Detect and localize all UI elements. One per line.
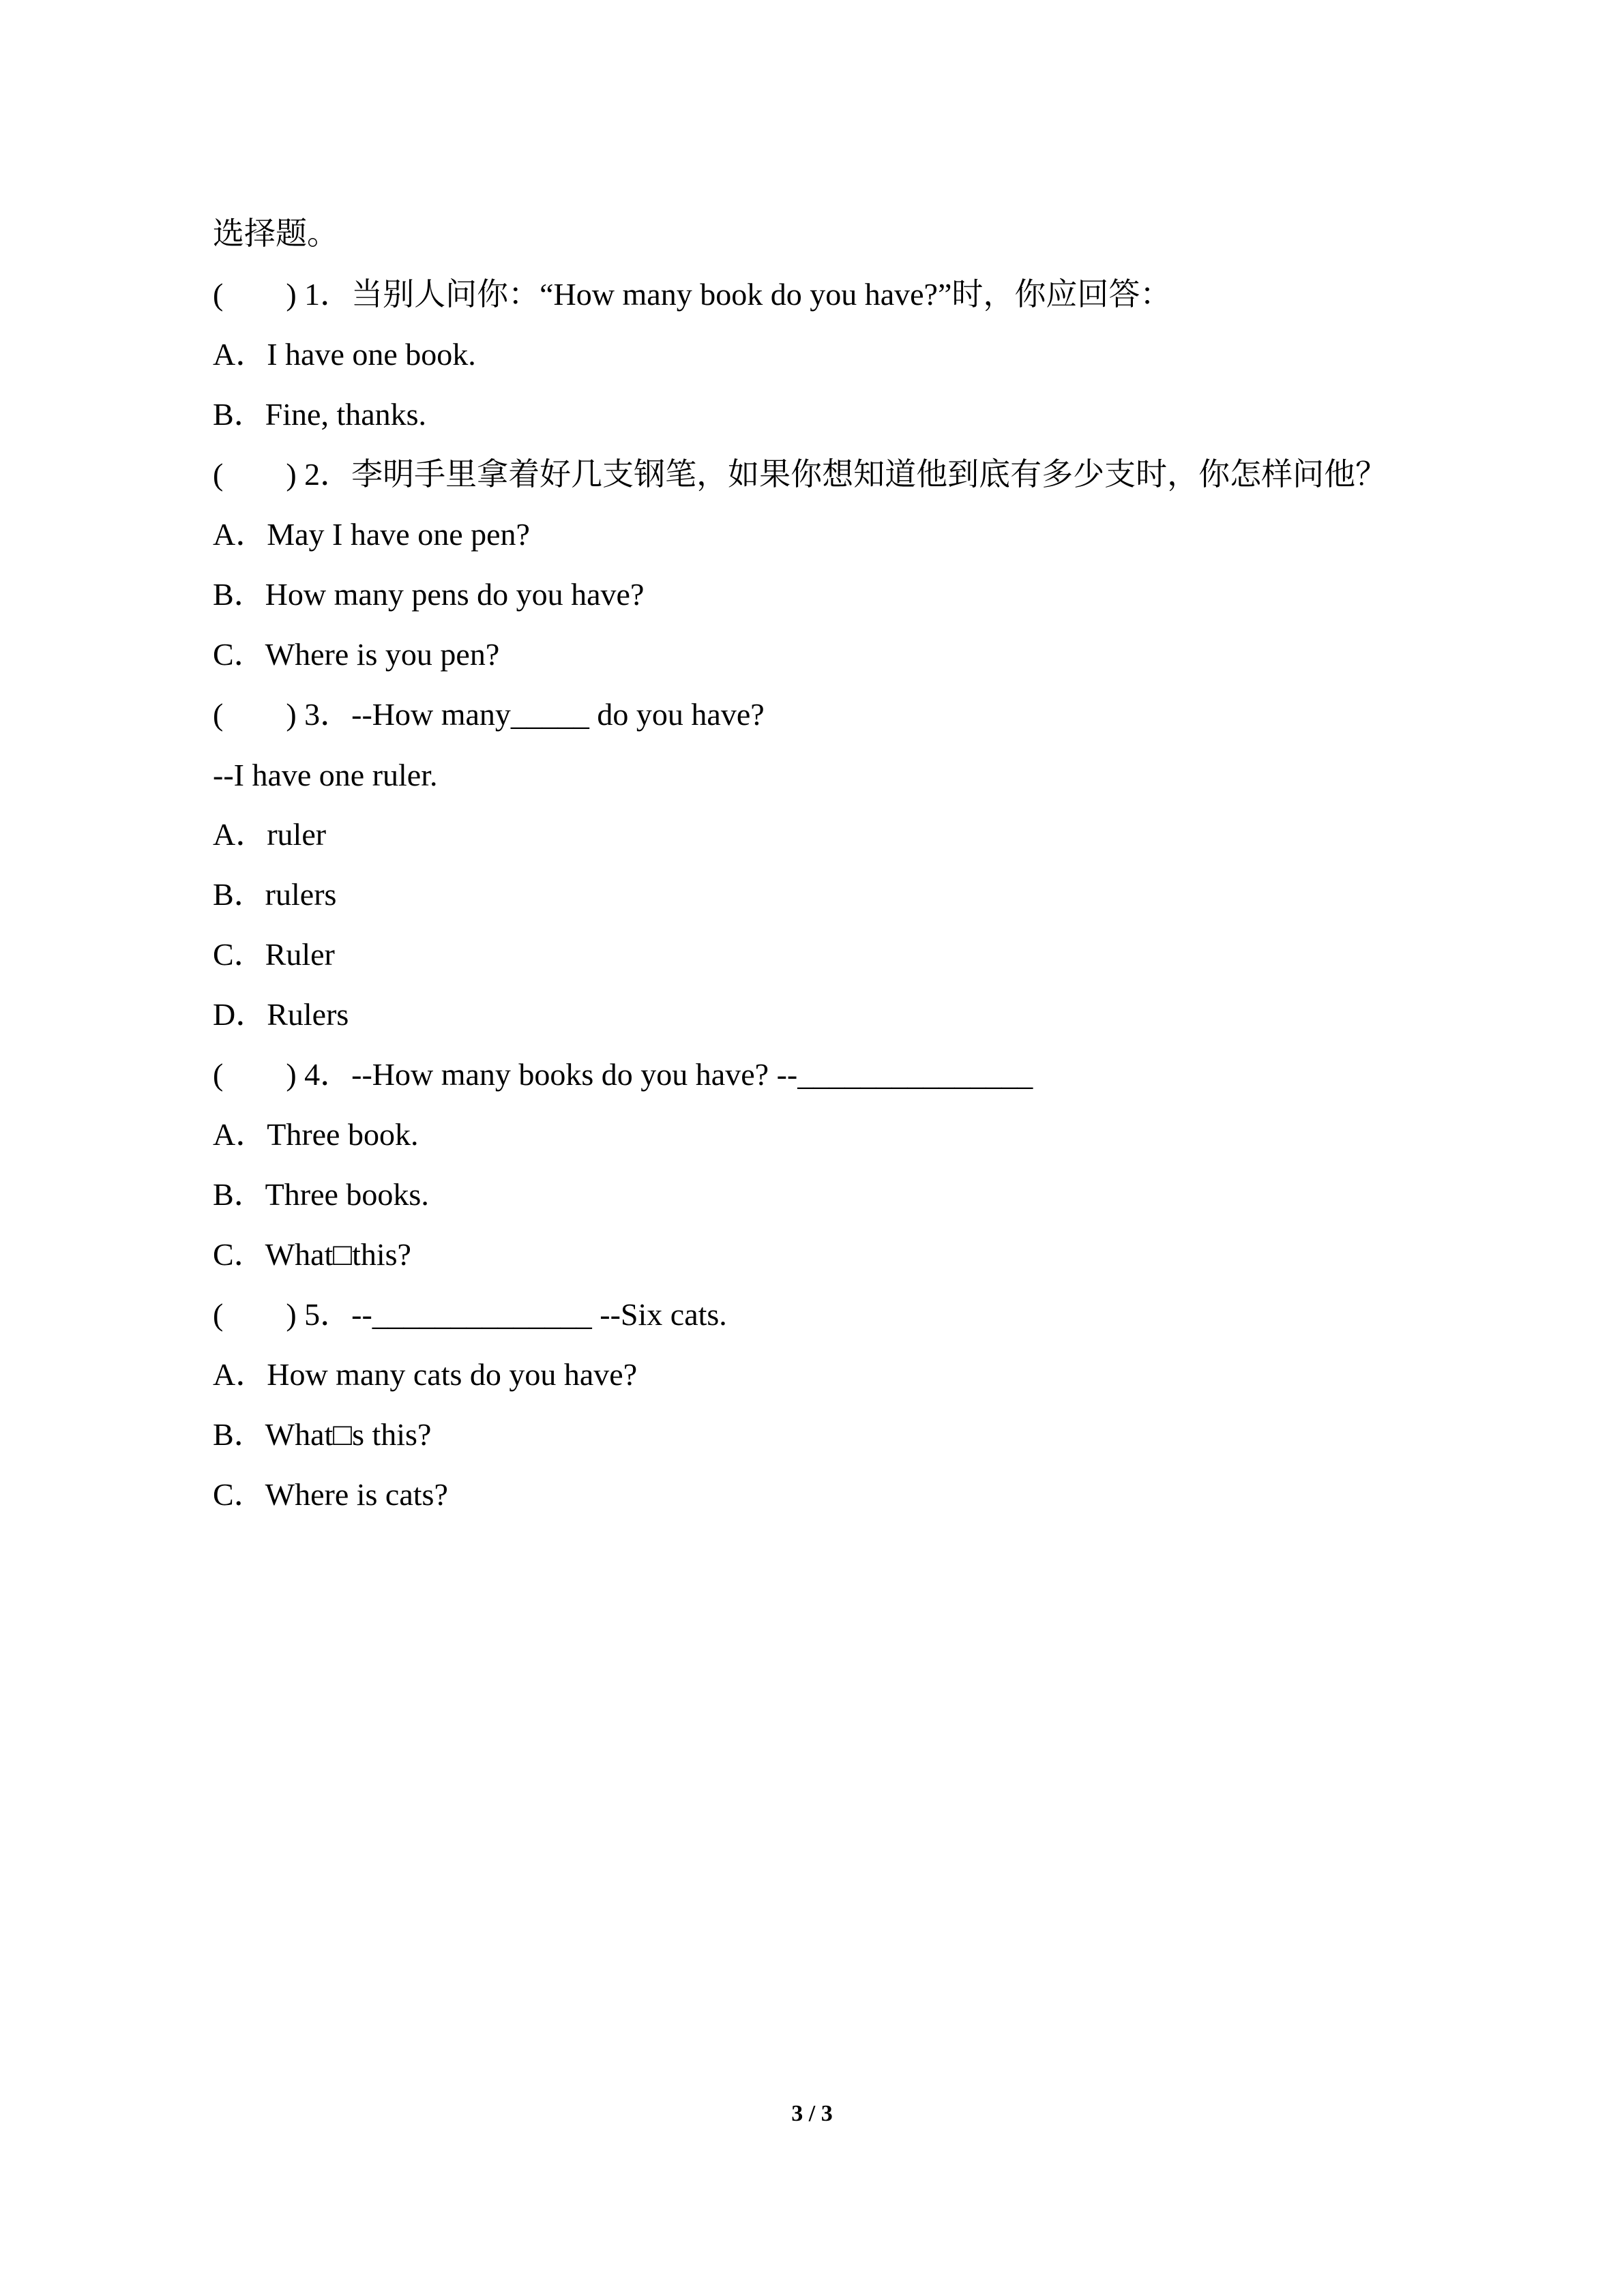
question-5-stem: ( ) 5．--______________ --Six cats.	[213, 1297, 727, 1332]
question-3-stem: ( ) 3．--How many_____ do you have?	[213, 697, 765, 732]
section-heading: 选择题。	[213, 216, 338, 251]
question-2-option-a: A．May I have one pen?	[213, 517, 530, 552]
question-1-option-a: A．I have one book.	[213, 337, 476, 372]
question-4-option-b: B．Three books.	[213, 1177, 429, 1212]
question-5-option-b: B．What□s this?	[213, 1417, 432, 1452]
question-3-answer-line: --I have one ruler.	[213, 758, 438, 792]
question-2-stem: ( ) 2．李明手里拿着好几支钢笔，如果你想知道他到底有多少支时，你怎样问他？	[213, 457, 1387, 492]
question-3-option-a: A．ruler	[213, 817, 327, 852]
question-2-option-c: C．Where is you pen?	[213, 637, 500, 672]
page-number: 3 / 3	[791, 2101, 833, 2126]
question-2-option-b: B．How many pens do you have?	[213, 577, 645, 612]
question-5-option-a: A．How many cats do you have?	[213, 1357, 638, 1392]
question-5-option-c: C．Where is cats?	[213, 1477, 448, 1512]
question-1-stem: ( ) 1．当别人问你：“How many book do you have?”时，你应回答：	[213, 277, 1172, 312]
question-3-option-b: B．rulers	[213, 877, 337, 912]
question-1-option-b: B．Fine, thanks.	[213, 397, 427, 432]
question-4-stem: ( ) 4．--How many books do you have? --_______________	[213, 1057, 1033, 1092]
question-4-option-c: C．What□this?	[213, 1237, 411, 1272]
question-3-option-d: D．Rulers	[213, 997, 349, 1032]
question-4-option-a: A．Three book.	[213, 1117, 419, 1152]
question-3-option-c: C．Ruler	[213, 937, 335, 972]
